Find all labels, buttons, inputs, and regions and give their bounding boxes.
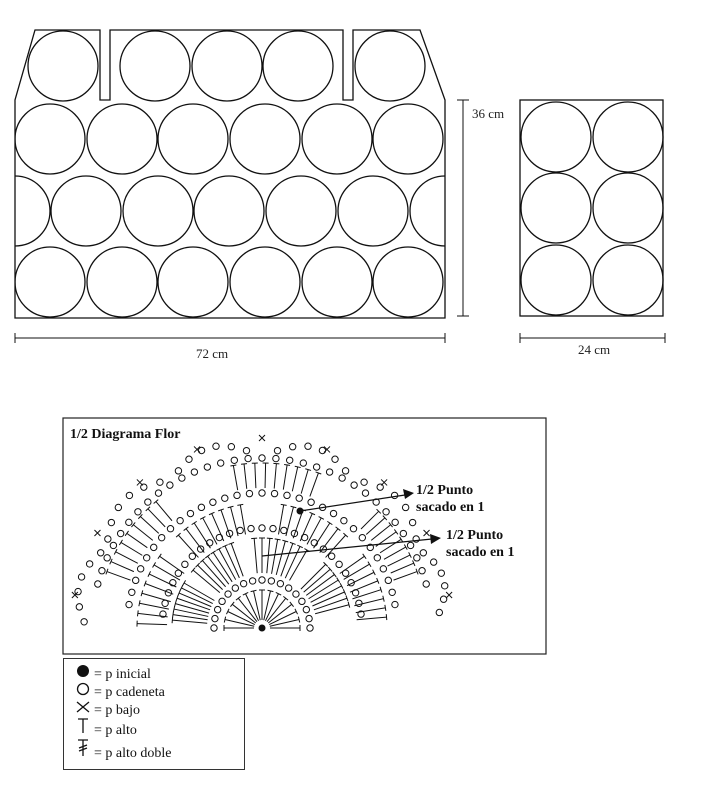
chain-stitch [157,479,163,485]
chain-stitch [162,600,168,606]
tall-stitch [255,463,256,488]
chain-stitch [362,490,368,496]
single-crochet [94,530,100,536]
stitch-top [298,617,299,623]
chain-stitch [359,534,365,540]
chain-stitch [117,530,123,536]
motif-circle [521,173,591,243]
chain-stitch [326,469,332,475]
motif-circle [338,176,408,246]
stitch-top [224,617,225,623]
stitch-top [385,605,386,611]
chain-stitch [158,534,164,540]
single-crochet [194,446,200,452]
chain-stitch [438,570,444,576]
tall-stitch [178,535,198,557]
tall-stitch [270,620,299,627]
stitch-top [363,554,366,559]
tall-stitch [127,533,147,547]
chain-stitch [175,570,181,576]
stitch-top [394,529,397,534]
legend-label: = p inicial [94,667,151,682]
chain-stitch [308,499,314,505]
tall-stitch [111,562,134,572]
chain-stitch [259,455,265,461]
motif-circle [15,104,85,174]
chain-stitch [423,581,429,587]
chain-stitch [135,509,141,515]
chain-stitch [197,546,203,552]
chain-stitch [336,561,342,567]
chain-stitch [187,510,193,516]
stitch-top [386,614,387,620]
chain-stitch [132,577,138,583]
callout-1-line2: sacado en 1 [416,500,485,515]
tall-stitch [148,509,165,527]
chain-stitch [143,555,149,561]
side-panel-motifs [521,102,663,315]
chain-stitch [330,510,336,516]
chain-stitch [151,544,157,550]
stitch-top [192,521,197,524]
motif-circle [87,247,157,317]
stitch-legend [63,658,245,770]
chain-stitch [198,504,204,510]
tall-stitch [175,604,209,613]
callout-2 [446,527,514,561]
motif-circle [593,245,663,315]
motif-circle [593,173,663,243]
tall-stitch [276,541,285,575]
stitch-top [336,527,341,531]
chain-stitch [228,443,234,449]
tall-stitch [116,552,138,564]
chain-stitch [86,561,92,567]
tall-stitch [281,543,293,576]
chain-stitch [377,484,383,490]
chain-stitch [110,542,116,548]
stitch-top [295,466,301,467]
chain-stitch [204,464,210,470]
tall-stitch [356,608,386,613]
callout-arrow-1 [300,489,414,511]
chain-stitch [271,490,277,496]
tall-stitch [326,535,346,557]
chain-stitch [240,580,246,586]
chain-stitch [299,598,305,604]
tall-stitch [290,550,308,580]
chain-stitch [293,591,299,597]
legend-item [74,664,151,683]
chain-stitch [231,457,237,463]
motif-circle [302,104,372,174]
tall-stitch [254,538,257,573]
motif-circle [194,176,264,246]
chain-stitch [419,568,425,574]
motif-circle [158,104,228,174]
chain-stitch [76,604,82,610]
stitch-top [172,617,173,623]
chain-stitch [391,492,397,498]
tall-stitch [133,525,152,541]
chain-stitch [186,456,192,462]
diagram-title: 1/2 Diagrama Flor [70,427,181,442]
stitch-top [173,612,174,618]
tall-stitch [310,473,319,496]
tall-stitch [145,583,173,594]
tall-stitch [292,467,297,491]
stitch-top [119,540,122,545]
chain-stitch [182,561,188,567]
chain-stitch [430,559,436,565]
stitch-top [241,464,247,465]
motif-circle [230,247,300,317]
stitch-top [281,504,287,505]
stitch-top [153,562,156,567]
chain-stitch [268,578,274,584]
chain-stitch [342,570,348,576]
tall-stitch [391,563,414,573]
chain-stitch [259,525,265,531]
tall-stitch [140,517,158,534]
tall-stitch [274,464,276,489]
chain-stitch [177,517,183,523]
chain-stitch [167,526,173,532]
tall-stitch [107,572,130,581]
chain-stitch [212,615,218,621]
height-label: 36 cm [472,106,505,121]
chain-stitch [155,490,161,496]
chain-stitch [191,469,197,475]
tall-stitch [388,555,410,566]
chain-stitch [305,443,311,449]
chain-stitch [339,475,345,481]
stitch-top [368,562,371,567]
stitch-top [237,504,243,505]
chain-stitch [214,606,220,612]
legend-item [74,718,137,739]
stitch-top [327,521,332,524]
motif-circle [373,104,443,174]
chain-stitch [108,519,114,525]
chain-stitch [95,581,101,587]
single-crochet [137,479,143,485]
stitch-top [383,596,384,602]
motif-circle [263,31,333,101]
single-crochet [446,592,452,598]
chain-stitch [420,550,426,556]
motif-circle [373,247,443,317]
stitch-top [139,600,140,606]
chain-stitch [81,619,87,625]
flower-stitch-chart [72,435,452,632]
chain-stitch [216,534,222,540]
chain-stitch [277,580,283,586]
legend-label: = p alto [94,723,137,738]
stitch-top [138,610,139,616]
chain-stitch [300,460,306,466]
callout-2-line2: sacado en 1 [446,545,515,560]
chain-stitch [356,600,362,606]
stitch-top [173,606,174,612]
chain-stitch [289,443,295,449]
chain-stitch [249,578,255,584]
front-panel-outline [15,30,445,318]
chain-stitch [145,499,151,505]
motif-circle [230,104,300,174]
tall-stitch [137,624,167,625]
chain-stitch [385,577,391,583]
chain-stitch [319,447,325,453]
legend-item [74,700,140,719]
tall-stitch [283,465,287,490]
chain-stitch [392,601,398,607]
stitch-top [230,465,236,466]
chain-stitch [237,527,243,533]
tall-stitch [384,547,406,559]
chain-stitch [361,479,367,485]
tall-stitch [265,463,266,488]
chain-stitch [225,591,231,597]
motif-circle [302,247,372,317]
chain-stitch [219,598,225,604]
callout-1 [416,482,484,516]
stitch-top [333,572,337,577]
tall-stitch [156,502,172,521]
chain-stitch [286,457,292,463]
chain-stitch [352,590,358,596]
tall-stitch [272,539,278,573]
motif-circle [355,31,425,101]
chain-stitch [281,527,287,533]
tall-stitch [138,613,168,617]
tall-stitch [315,605,349,614]
motif-circle [120,31,190,101]
legend-label: = p cadeneta [94,685,165,700]
chain-stitch [213,443,219,449]
chain-stitch [126,519,132,525]
stitch-top [158,554,161,559]
chain-stitch [243,447,249,453]
chain-stitch [274,447,280,453]
tall-stitch [344,564,370,579]
stitch-top [183,580,186,585]
motif-circle [266,176,336,246]
front-panel-motifs [0,31,480,317]
chain-stitch [328,553,334,559]
chain-stitch [198,447,204,453]
tall-stitch [244,464,247,489]
stitch-top [251,590,257,591]
tall-stitch [264,591,271,620]
legend-item [74,739,172,762]
chain-stitch [284,492,290,498]
stitch-top [205,554,210,558]
chain-stitch [374,555,380,561]
stitch-top [273,463,279,464]
chain-stitch [273,455,279,461]
tall-stitch [254,591,261,620]
stitch-top [184,527,189,531]
chain-stitch [99,568,105,574]
chain-stitch [270,525,276,531]
chain-stitch [222,495,228,501]
chain-stitch [442,583,448,589]
open-circle-icon [74,682,92,696]
stitch-top [275,539,281,540]
chain-stitch [285,585,291,591]
chain-stitch [303,606,309,612]
chain-stitch [115,504,121,510]
chain-stitch [126,492,132,498]
motif-circle [51,176,121,246]
single-crochet [381,479,387,485]
chain-stitch [245,455,251,461]
single-crochet [324,446,330,452]
chain-stitch [320,546,326,552]
chain-stitch [259,490,265,496]
chain-stitch [332,456,338,462]
tall-stitch [314,598,347,610]
chain-stitch [342,468,348,474]
chain-stitch [407,542,413,548]
stitch-top [125,531,128,536]
chain-stitch [389,589,395,595]
single-crochet [259,435,265,441]
tall-stitch [233,466,237,491]
chain-stitch [104,555,110,561]
tall-stitch [121,542,142,555]
motif-circle [123,176,193,246]
chain-stitch [248,525,254,531]
cross-icon [74,700,92,714]
stitch-top [400,537,403,542]
filled-dot-icon [74,664,92,678]
chain-stitch [296,495,302,501]
chain-stitch [167,482,173,488]
chain-stitch [400,530,406,536]
chain-stitch [234,492,240,498]
tall-stitch-icon [74,718,92,734]
tall-stitch [225,620,254,627]
chain-stitch [380,566,386,572]
motif-circle [0,176,50,246]
chain-stitch [436,609,442,615]
start-point [259,625,266,632]
chain-stitch [137,566,143,572]
chain-stitch [210,499,216,505]
chain-stitch [313,464,319,470]
legend-item [74,682,165,701]
motif-circle [192,31,262,101]
motif-circle [521,245,591,315]
chain-stitch [306,615,312,621]
chain-stitch [351,482,357,488]
chain-stitch [392,519,398,525]
front-width-dimension [15,333,445,343]
tall-stitch [352,590,381,599]
motif-circle [521,102,591,172]
motif-circle [158,247,228,317]
chain-stitch [341,517,347,523]
legend-label: = p bajo [94,703,140,718]
chain-stitch [350,526,356,532]
stitch-top [267,538,273,539]
chain-stitch [402,504,408,510]
chain-stitch [105,536,111,542]
chain-stitch [126,601,132,607]
front-width-label: 72 cm [196,346,229,361]
chain-stitch [246,490,252,496]
stitch-top [284,464,290,465]
chain-stitch [217,460,223,466]
chain-stitch [414,555,420,561]
legend-label: = p alto doble [94,746,172,761]
tall-stitch [231,543,243,576]
chain-stitch [440,596,446,602]
chain-stitch [141,484,147,490]
chain-stitch [175,468,181,474]
tall-stitch [394,572,417,581]
height-dimension [457,100,469,316]
chain-stitch [179,475,185,481]
chain-stitch [307,625,313,631]
side-width-label: 24 cm [578,342,611,357]
chain-stitch [301,534,307,540]
tall-stitch [172,620,207,623]
motif-circle [593,102,663,172]
stitch-top [337,578,340,583]
chain-stitch [259,577,265,583]
chain-stitch [211,625,217,631]
chain-stitch [129,589,135,595]
callout-1-line1: 1/2 Punto [416,483,474,498]
tall-stitch [285,546,300,578]
chain-stitch [97,550,103,556]
motif-circle [15,247,85,317]
chain-stitch [78,574,84,580]
stitch-top [251,538,257,539]
motif-circle [87,104,157,174]
tall-stitch [301,470,308,494]
motif-circle [28,31,98,101]
single-crochet [424,530,430,536]
chain-stitch [383,509,389,515]
chain-stitch [232,585,238,591]
chain-stitch [409,519,415,525]
stitch-top [268,590,274,591]
callout-2-line1: 1/2 Punto [446,528,504,543]
tall-stitch [186,529,204,553]
stitch-top [211,551,216,554]
double-tall-stitch-icon [74,739,92,757]
chain-stitch [189,553,195,559]
stitch-top [404,544,407,549]
